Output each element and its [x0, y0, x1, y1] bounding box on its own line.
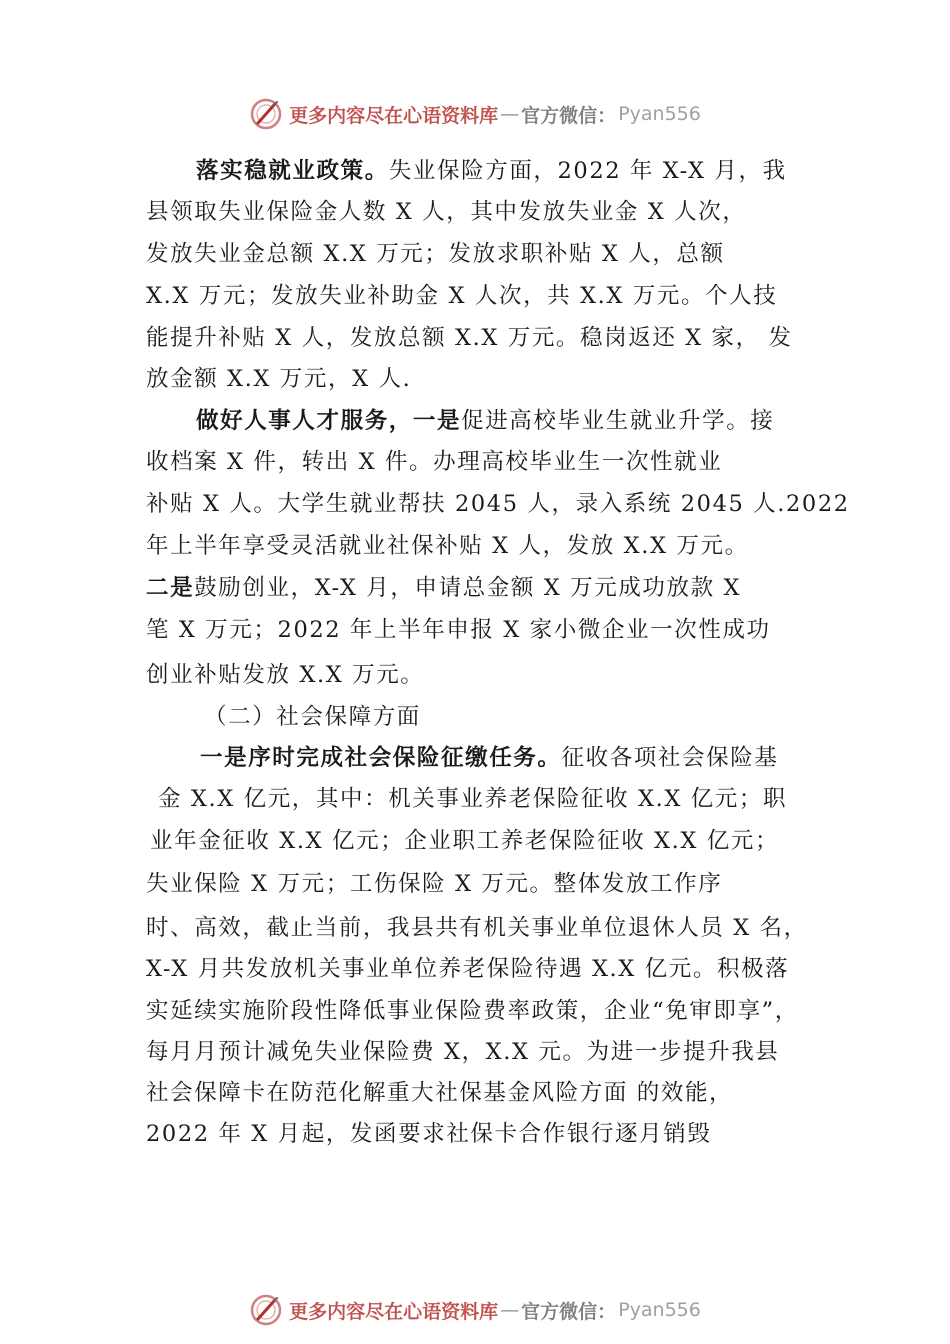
line-text: X.X 万元；发放失业补助金 X 人次，共 X.X 万元。个人技	[146, 283, 778, 309]
text-line-4	[146, 275, 777, 317]
text-line-16	[158, 778, 787, 820]
bold-lead: 做好人事人才服务，一是	[196, 408, 462, 434]
line-text: 年上半年享受灵活就业社保补贴 X 人，发放 X.X 万元。	[146, 533, 749, 559]
line-text: 征收各项社会保险基	[561, 745, 779, 771]
line-text: 社会保障卡在防范化解重大社保基金风险方面 的效能，	[146, 1080, 734, 1106]
line-text: 发放失业金总额 X.X 万元；发放求职补贴 X 人，总额	[146, 241, 725, 267]
line-text: 补贴 X 人。大学生就业帮扶 2045 人，录入系统 2045 人.2022	[146, 491, 850, 517]
text-line-3	[146, 233, 725, 275]
header-library-text: 更多内容尽在心语资料库	[289, 104, 499, 127]
text-line-10	[146, 525, 749, 567]
section-heading	[204, 696, 421, 738]
header-wechat-label: 官方微信：	[521, 104, 617, 127]
text-line-9	[146, 483, 850, 525]
line-text: 县领取失业保险金人数 X 人，其中发放失业金 X 人次，	[146, 199, 747, 225]
line-text: 业年金征收 X.X 亿元；企业职工养老保险征收 X.X 亿元；	[150, 828, 780, 854]
text-line-13	[146, 654, 424, 696]
line-text: 失业保险方面，2022 年 X-X 月，我	[388, 158, 787, 184]
line-text: 每月月预计减免失业保险费 X，X.X 元。为进一步提升我县	[146, 1039, 780, 1065]
text-line-18	[146, 863, 722, 905]
line-text: 时、高效，截止当前，我县共有机关事业单位退休人员 X 名，	[146, 915, 808, 941]
text-line-11	[146, 567, 741, 609]
text-line-20	[146, 948, 789, 990]
text-line-5	[146, 317, 793, 359]
line-text: 2022 年 X 月起，发函要求社保卡合作银行逐月销毁	[146, 1121, 712, 1147]
line-text: 笔 X 万元；2022 年上半年申报 X 家小微企业一次性成功	[146, 617, 771, 643]
line-text: （二）社会保障方面	[204, 704, 421, 730]
footer-banner	[0, 1290, 950, 1330]
header-wechat-id: Pyan556	[618, 103, 701, 125]
text-line-19	[146, 907, 808, 949]
bold-lead: 落实稳就业政策。	[196, 158, 389, 184]
text-line-6	[146, 358, 411, 400]
footer-dash: —	[500, 1299, 520, 1321]
line-text: 金 X.X 亿元，其中：机关事业养老保险征收 X.X 亿元；职	[158, 786, 788, 812]
line-text: 实延续实施阶段性降低事业保险费率政策，企业“免审即享”，	[146, 998, 799, 1024]
bold-lead: 一是序时完成社会保险征缴任务。	[200, 745, 562, 771]
line-text: 失业保险 X 万元；工伤保险 X 万元。整体发放工作序	[146, 871, 723, 897]
bold-lead: 二是	[146, 575, 195, 601]
line-text: 能提升补贴 X 人，发放总额 X.X 万元。稳岗返还 X 家， 发	[146, 325, 793, 351]
line-text: 放金额 X.X 万元，X 人.	[146, 366, 412, 392]
line-text: 创业补贴发放 X.X 万元。	[146, 662, 425, 688]
text-line-23	[146, 1072, 733, 1114]
footer-wechat-label: 官方微信：	[521, 1300, 617, 1323]
text-line-2	[146, 191, 746, 233]
text-line-17	[150, 820, 779, 862]
line-text: X-X 月共发放机关事业单位养老保险待遇 X.X 亿元。积极落	[146, 956, 790, 982]
header-dash: —	[500, 103, 520, 125]
text-line-7	[196, 400, 774, 442]
footer-library-text: 更多内容尽在心语资料库	[289, 1300, 499, 1323]
text-line-12	[146, 609, 771, 651]
text-line-8	[146, 441, 722, 483]
line-text: 促进高校毕业生就业升学。接	[461, 408, 775, 434]
text-line-21	[146, 990, 799, 1032]
footer-wechat-id: Pyan556	[618, 1299, 701, 1321]
line-text: 鼓励创业，X-X 月，申请总金额 X 万元成功放款 X	[194, 575, 742, 601]
text-line-24	[146, 1113, 711, 1155]
brush-logo-icon	[249, 97, 283, 131]
text-line-22	[146, 1031, 779, 1073]
line-text: 收档案 X 件，转出 X 件。办理高校毕业生一次性就业	[146, 449, 723, 475]
text-line-15	[200, 737, 778, 779]
brush-logo-icon	[249, 1293, 283, 1327]
header-banner	[0, 94, 950, 134]
text-line-1	[196, 150, 787, 192]
